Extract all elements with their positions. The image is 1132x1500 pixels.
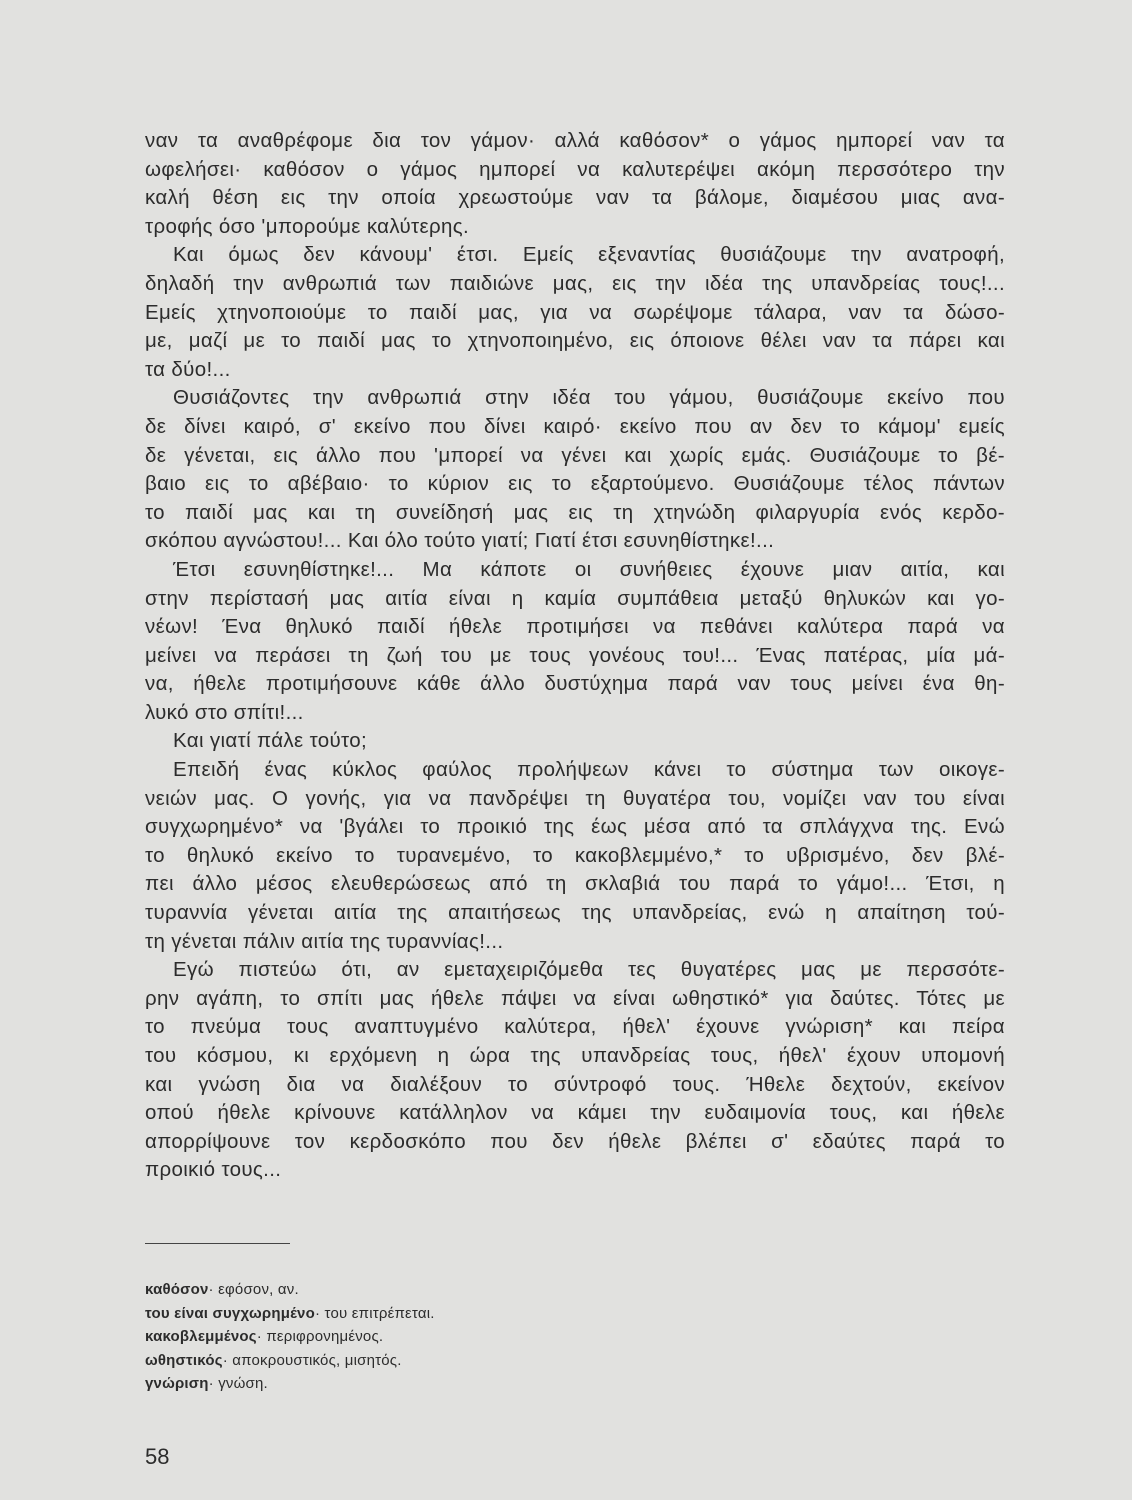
text-line: πει άλλο μέσος ελευθερώσεως από τη σκλαβιά του παρά το γάμο!... Έτσι, η — [145, 872, 1005, 896]
page-number: 58 — [145, 1444, 170, 1469]
footnote — [145, 1278, 435, 1302]
text-line: καλή θέση εις την οποία χρεωστούμε ναν τα βάλομε, διαμέσου μιας ανα- — [145, 186, 1005, 210]
text-line: σκόπου αγνώστου!... Και όλο τούτο γιατί; Γιατί έτσι εσυνηθίστηκε!... — [145, 529, 775, 553]
text-line: του κόσμου, κι ερχόμενη η ώρα της υπανδρείας τους, ήθελ' έχουν υπομονή — [145, 1044, 1005, 1067]
text-line: τροφής όσο 'μπορούμε καλύτερης. — [145, 214, 470, 238]
text-line: στην περίστασή μας αιτία είναι η καμία συμπάθεια μεταξύ θηλυκών και γο- — [145, 586, 1005, 610]
text-line: νέων! Ένα θηλυκό παιδί ήθελε προτιμήσει να πεθάνει καλύτερα παρά να — [145, 615, 1005, 639]
text-line: ρην αγάπη, το σπίτι μας ήθελε πάψει να είναι ωθηστικό* για δαύτες. Τότες με — [145, 986, 1005, 1010]
text-line: δε δίνει καιρό, σ' εκείνο που δίνει καιρό· εκείνο που αν δεν το κάμομ' εμείς — [145, 414, 1005, 438]
text-line: Έτσι εσυνηθίστηκε!... Μα κάποτε οι συνήθειες έχουνε μιαν αιτία, και — [173, 557, 1005, 581]
text-line: Εγώ πιστεύω ότι, αν εμεταχειριζόμεθα τες θυγατέρες μας με περσσότε- — [173, 958, 1005, 982]
paragraph — [145, 756, 1005, 956]
text-line: το θηλυκό εκείνο το τυρανεμένο, το κακοβλεμμένο,* το υβρισμένο, δεν βλέ- — [145, 843, 1005, 867]
footnote-term: γνώριση — [145, 1375, 209, 1392]
text-line: να, ήθελε προτιμήσουνε κάθε άλλο δυστύχημα παρά ναν τους μείνει ένα θη- — [145, 672, 1005, 696]
footnote-definition: αποκρουστικός, μισητός. — [232, 1351, 402, 1369]
text-line: Και γιατί πάλε τούτο; — [173, 729, 367, 753]
footnote — [145, 1372, 435, 1396]
text-line: το πνεύμα τους αναπτυγμένο καλύτερα, ήθελ' έχουνε γνώριση* και πείρα — [145, 1015, 1005, 1039]
text-line: Θυσιάζοντες την ανθρωπιά στην ιδέα του γάμου, θυσιάζουμε εκείνο που — [173, 386, 1005, 410]
text-line: τη γένεται πάλιν αιτία της τυραννίας!... — [145, 929, 504, 953]
paragraph — [145, 241, 1005, 384]
text-line: απορρίψουνε τον κερδοσκόπο που δεν ήθελε βλέπει σ' εδαύτες παρά το — [145, 1129, 1005, 1153]
text-line: προικιό τους... — [145, 1158, 282, 1182]
text-line: βαιο εις το αβέβαιο· το κύριον εις το εξαρτούμενο. Θυσιάζουμε τέλος πάντων — [145, 472, 1005, 496]
text-line: δηλαδή την ανθρωπιά των παιδιώνε μας, εις την ιδέα της υπανδρείας τους!... — [145, 271, 1005, 295]
text-line: λυκό στο σπίτι!... — [145, 700, 304, 724]
footnote-term: κακοβλεμμένος — [145, 1328, 257, 1345]
text-line: μείνει να περάσει τη ζωή του με τους γονέους του!... Ένας πατέρας, μία μά- — [145, 643, 1005, 667]
paragraph — [145, 727, 1005, 756]
text-line: και γνώση δια να διαλέξουν το σύντροφό τους. Ήθελε δεχτούν, εκείνον — [145, 1072, 1005, 1096]
paragraph — [145, 556, 1005, 728]
footnote-separator-dot: · — [314, 1304, 325, 1322]
text-line: οπού ήθελε κρίνουνε κατάλληλον να κάμει την ευδαιμονία τους, και ήθελε — [145, 1101, 1005, 1125]
footnote — [145, 1349, 435, 1373]
text-line: ωφελήσει· καθόσον ο γάμος ημπορεί να καλυτερέψει ακόμη περσσότερο την — [145, 157, 1005, 181]
footnote — [145, 1325, 435, 1349]
text-line: Εμείς χτηνοποιούμε το παιδί μας, για να σωρέψομε τάλαρα, ναν τα δώσο- — [145, 300, 1005, 324]
footnote — [145, 1302, 435, 1326]
text-line: δε γένεται, εις άλλο που 'μπορεί να γένει και χωρίς εμάς. Θυσιάζουμε το βέ- — [145, 443, 1005, 467]
text-line: ναν τα αναθρέφομε δια τον γάμον· αλλά καθόσον* ο γάμος ημπορεί ναν τα — [145, 129, 1005, 152]
text-line: το παιδί μας και τη συνείδησή μας εις τη χτηνώδη φιλαργυρία ενός κερδο- — [145, 500, 1005, 524]
footnote-definition: εφόσον, αν. — [218, 1281, 299, 1298]
footnote-separator-dot: · — [256, 1328, 267, 1345]
text-line: Επειδή ένας κύκλος φαύλος προλήψεων κάνει το σύστημα των οικογε- — [173, 758, 1005, 782]
paragraph — [145, 127, 1005, 241]
footnotes — [145, 1278, 435, 1396]
text-line: νειών μας. Ο γονής, για να πανδρέψει τη θυγατέρα του, νομίζει ναν του είναι — [145, 786, 1005, 810]
footnote-definition: του επιτρέπεται. — [324, 1304, 435, 1322]
footnote-term: καθόσον — [145, 1281, 209, 1298]
paragraph — [145, 384, 1005, 556]
footnote-separator-dot: · — [208, 1281, 219, 1298]
text-line: συγχωρημένο* να 'βγάλει το προικιό της έως μέσα από τα σπλάγχνα της. Ενώ — [145, 815, 1005, 839]
text-line: τυραννία γένεται αιτία της απαιτήσεως της υπανδρείας, ενώ η απαίτηση τού- — [145, 901, 1005, 925]
text-line: τα δύο!... — [145, 357, 231, 381]
footnote-term: του είναι συγχωρημένο — [145, 1304, 315, 1322]
footnote-definition: περιφρονημένος. — [266, 1328, 384, 1345]
footnote-definition: γνώση. — [218, 1375, 268, 1392]
footnote-term: ωθηστικός — [145, 1351, 223, 1369]
text-line: Και όμως δεν κάνουμ' έτσι. Εμείς εξεναντίας θυσιάζουμε την ανατροφή, — [173, 243, 1005, 267]
paragraph — [145, 956, 1005, 1185]
footnote-separator-dot: · — [222, 1351, 233, 1369]
main-text — [145, 127, 1005, 1185]
text-line: με, μαζί με το παιδί μας το χτηνοποιημένο, εις όποιονε θέλει ναν τα πάρει και — [145, 329, 1005, 353]
footnote-separator — [145, 1243, 290, 1244]
footnote-separator-dot: · — [208, 1375, 219, 1392]
